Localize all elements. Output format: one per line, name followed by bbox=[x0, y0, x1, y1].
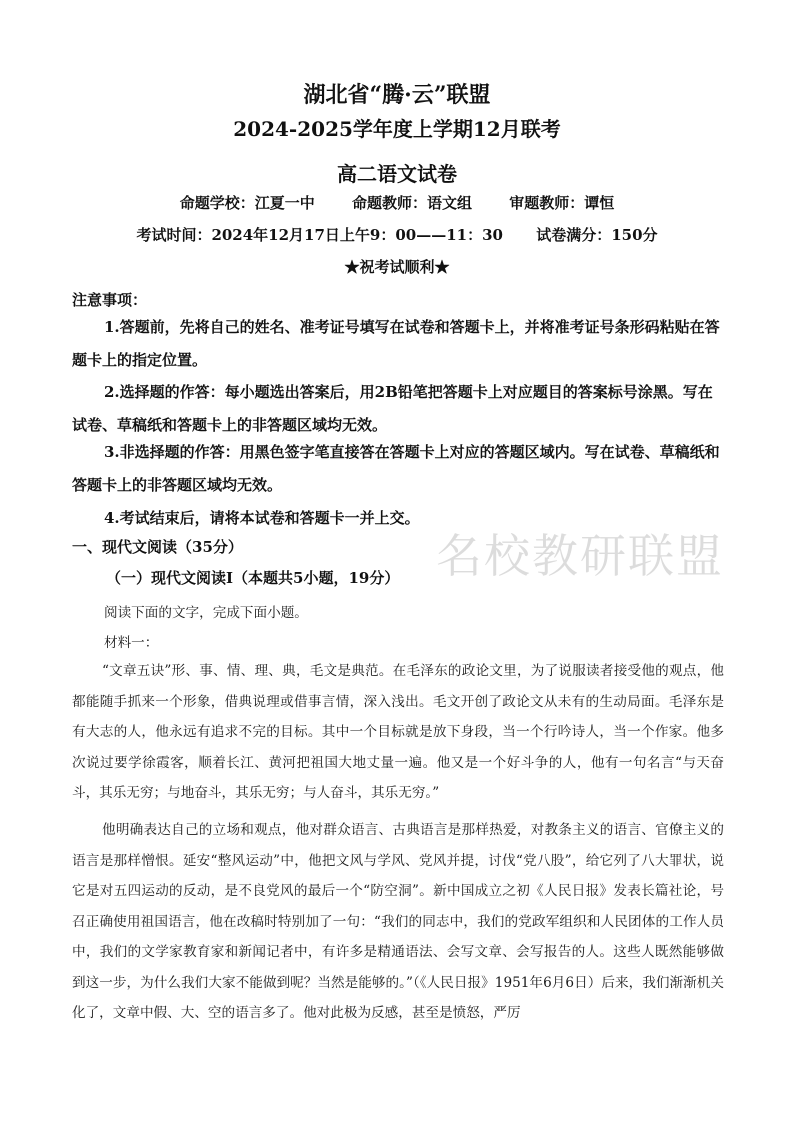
subsection-title: （一）现代文阅读Ⅰ（本题共5小题，19分） bbox=[106, 569, 400, 587]
paragraph: 他明确表达自己的立场和观点，他对群众语言、古典语言是那样热爱，对教条主义的语言、官僚主义的语言是那样憎恨。延安“整风运动”中，他把文风与学风、党风并提，讨伐“党八股”，给它列了八大罪状，说它是对五四运动的反动，是不良党风的最后一个“防空洞”。新中国成立之初《人民日报》发表长篇社论，号召正确使用祖国语言，他在改稿时特别加了一句：“我们的同志中，我们的党政军组织和人民团体的工作人员中，我们的文学家教育家和新闻记者中，有许多是精通语法、会写文章、会写报告的人。这些人既然能够做到这一步，为什么我们大家不能做到呢？当然是能够的。”（《人民日报》1951年6月6日）后来，我们渐渐机关化了，文章中假、大、空的语言多了。他对此极为反感，甚至是愤怒，严厉 bbox=[72, 822, 724, 1021]
paragraph: “文章五诀”形、事、情、理、典，毛文是典范。在毛泽东的政论文里，为了说服读者接受他的观点，他都能随手抓来一个形象，借典说理或借事言情，深入浅出。毛文开创了政论文从未有的生动局面。毛泽东是有大志的人，他永远有追求不完的目标。其中一个目标就是放下身段，当一个行吟诗人，当一个作家。他多次说过要学徐霞客，顺着长江、黄河把祖国大地丈量一遍。他又是一个好斗争的人，他有一句名言“与天奋斗，其乐无穷；与地奋斗，其乐无穷；与人奋斗，其乐无穷。” bbox=[72, 663, 724, 801]
exam-score: 试卷满分：150分 bbox=[536, 226, 658, 244]
material-label: 材料一： bbox=[104, 635, 159, 651]
notice-item: 1.答题前，先将自己的姓名、准考证号填写在试卷和答题卡上，并将准考证号条形码粘贴在答题卡上的指定位置。 bbox=[72, 318, 720, 369]
notice-item: 2.选择题的作答：每小题选出答案后，用2B铅笔把答题卡上对应题目的答案标号涂黑。写在试卷、草稿纸和答题卡上的非答题区域均无效。 bbox=[72, 383, 713, 434]
school-label: 命题学校：江夏一中 bbox=[179, 194, 315, 212]
reviewer-label: 审题教师：谭恒 bbox=[509, 194, 615, 212]
notice-heading: 注意事项： bbox=[72, 291, 148, 309]
notice-item: 4.考试结束后，请将本试卷和答题卡一并上交。 bbox=[104, 509, 420, 527]
notice-item: 3.非选择题的作答：用黑色签字笔直接答在答题卡上对应的答题区域内。写在试卷、草稿纸和答题卡上的非答题区域均无效。 bbox=[72, 443, 720, 494]
watermark: 名校教研联盟 bbox=[436, 529, 724, 583]
exam-subtitle: 2024-2025学年度上学期12月联考 bbox=[233, 117, 561, 141]
setter-label: 命题教师：语文组 bbox=[351, 194, 472, 212]
page-title: 湖北省“腾·云”联盟 bbox=[303, 82, 491, 108]
exam-time: 考试时间：2024年12月17日上午9：00——11：30 bbox=[136, 226, 503, 244]
good-luck-banner: ★祝考试顺利★ bbox=[344, 258, 450, 276]
section-title: 一、现代文阅读（35分） bbox=[72, 538, 243, 556]
exam-time-line bbox=[0, 224, 794, 245]
exam-staff-line bbox=[0, 192, 794, 213]
reading-instruction: 阅读下面的文字，完成下面小题。 bbox=[104, 605, 308, 621]
exam-name: 高二语文试卷 bbox=[337, 162, 457, 186]
